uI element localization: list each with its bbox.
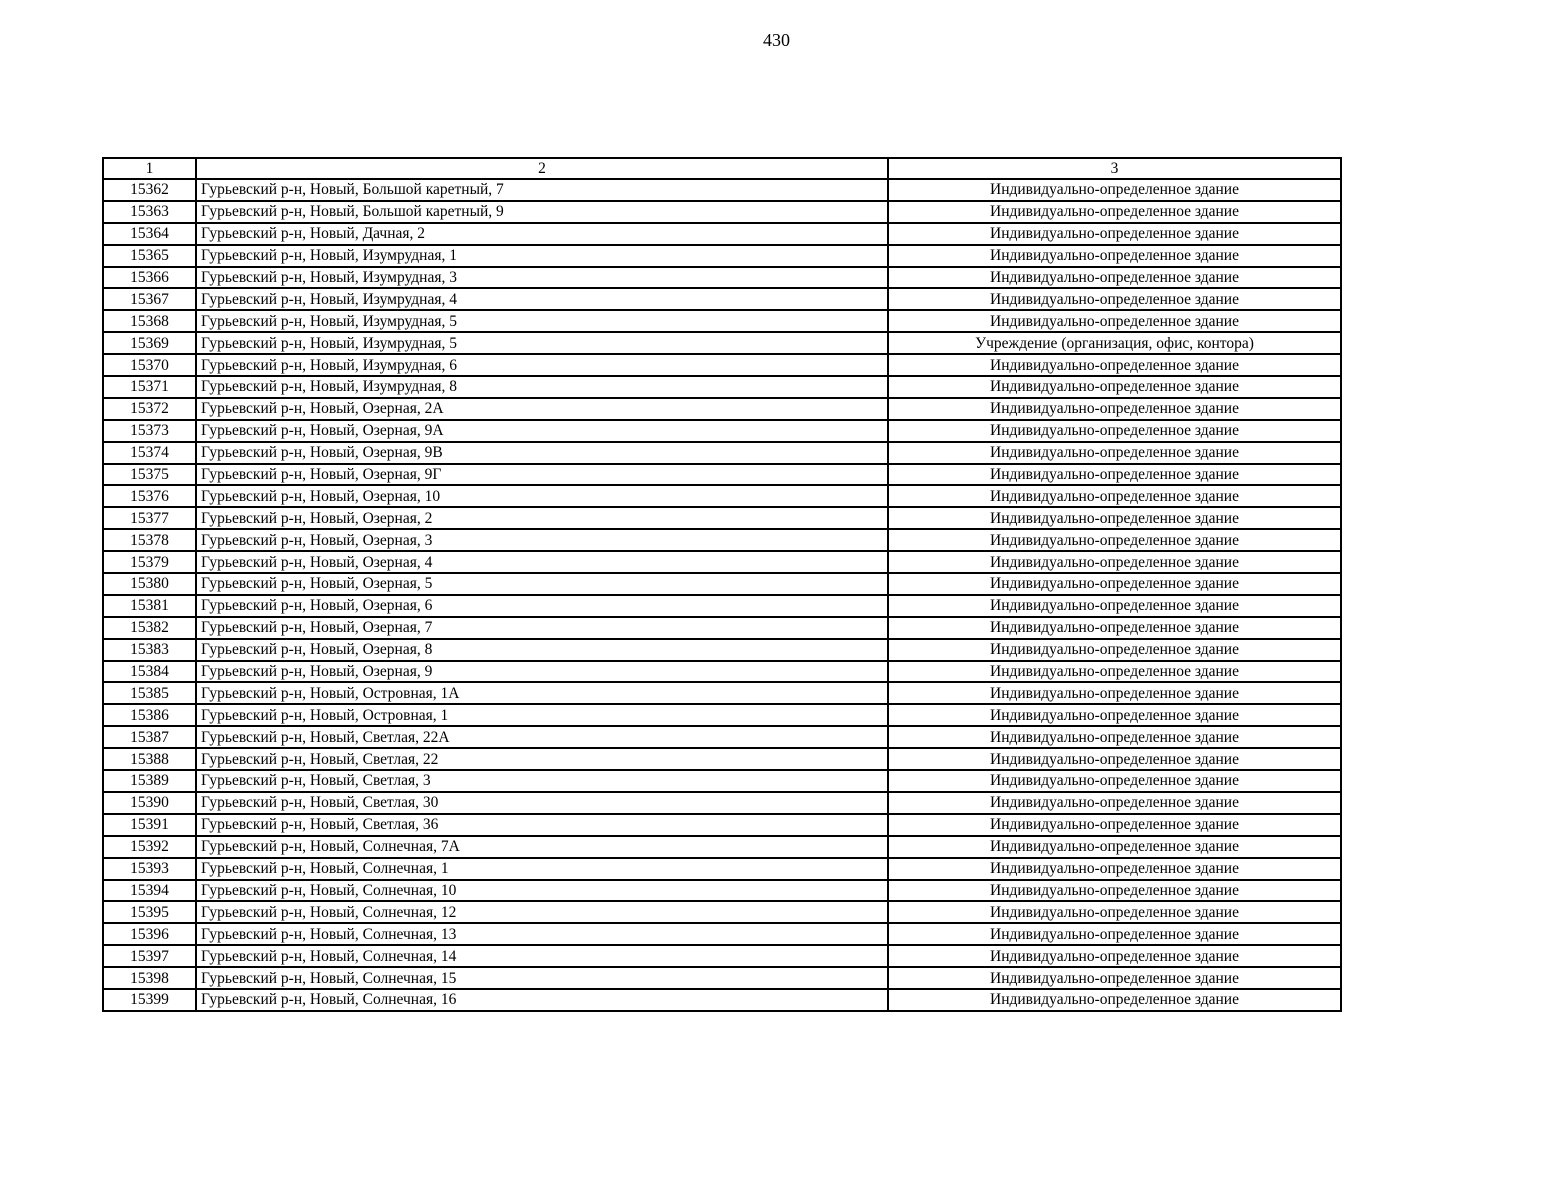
row-number: 15380 <box>103 573 196 595</box>
table-row <box>103 398 1341 420</box>
row-number: 15383 <box>103 639 196 661</box>
table-row <box>103 354 1341 376</box>
row-number: 15371 <box>103 376 196 398</box>
address-cell: Гурьевский р-н, Новый, Светлая, 3 <box>196 770 888 792</box>
table-row <box>103 310 1341 332</box>
table-row <box>103 945 1341 967</box>
object-type-cell: Индивидуально-определенное здание <box>888 573 1341 595</box>
address-cell: Гурьевский р-н, Новый, Солнечная, 14 <box>196 945 888 967</box>
object-type-cell: Индивидуально-определенное здание <box>888 748 1341 770</box>
page-number: 430 <box>763 30 790 50</box>
table-row <box>103 901 1341 923</box>
address-cell: Гурьевский р-н, Новый, Светлая, 30 <box>196 792 888 814</box>
row-number: 15392 <box>103 836 196 858</box>
row-number: 15373 <box>103 420 196 442</box>
row-number: 15381 <box>103 595 196 617</box>
row-number: 15374 <box>103 442 196 464</box>
object-type-cell: Индивидуально-определенное здание <box>888 814 1341 836</box>
table-row <box>103 617 1341 639</box>
object-type-cell: Индивидуально-определенное здание <box>888 179 1341 201</box>
table-row <box>103 464 1341 486</box>
object-type-cell: Индивидуально-определенное здание <box>888 310 1341 332</box>
row-number: 15377 <box>103 507 196 529</box>
address-cell: Гурьевский р-н, Новый, Озерная, 4 <box>196 551 888 573</box>
address-cell: Гурьевский р-н, Новый, Солнечная, 12 <box>196 901 888 923</box>
table-row <box>103 595 1341 617</box>
object-type-cell: Индивидуально-определенное здание <box>888 923 1341 945</box>
table-row <box>103 770 1341 792</box>
object-type-cell: Индивидуально-определенное здание <box>888 398 1341 420</box>
address-cell: Гурьевский р-н, Новый, Озерная, 8 <box>196 639 888 661</box>
object-type-cell: Индивидуально-определенное здание <box>888 595 1341 617</box>
object-type-cell: Индивидуально-определенное здание <box>888 245 1341 267</box>
table-row <box>103 332 1341 354</box>
object-type-cell: Учреждение (организация, офис, контора) <box>888 332 1341 354</box>
address-cell: Гурьевский р-н, Новый, Большой каретный, 7 <box>196 179 888 201</box>
address-cell: Гурьевский р-н, Новый, Озерная, 6 <box>196 595 888 617</box>
row-number: 15394 <box>103 880 196 902</box>
row-number: 15385 <box>103 682 196 704</box>
row-number: 15363 <box>103 201 196 223</box>
table-row <box>103 245 1341 267</box>
address-cell: Гурьевский р-н, Новый, Озерная, 3 <box>196 529 888 551</box>
address-cell: Гурьевский р-н, Новый, Изумрудная, 3 <box>196 267 888 289</box>
address-cell: Гурьевский р-н, Новый, Изумрудная, 6 <box>196 354 888 376</box>
address-cell: Гурьевский р-н, Новый, Солнечная, 7А <box>196 836 888 858</box>
table-row <box>103 551 1341 573</box>
registry-table-body <box>103 158 1341 1011</box>
row-number: 15370 <box>103 354 196 376</box>
address-cell: Гурьевский р-н, Новый, Светлая, 22 <box>196 748 888 770</box>
object-type-cell: Индивидуально-определенное здание <box>888 726 1341 748</box>
row-number: 15364 <box>103 223 196 245</box>
table-row <box>103 967 1341 989</box>
object-type-cell: Индивидуально-определенное здание <box>888 661 1341 683</box>
row-number: 15395 <box>103 901 196 923</box>
row-number: 15387 <box>103 726 196 748</box>
column-header-2: 2 <box>196 158 888 179</box>
table-row <box>103 726 1341 748</box>
address-cell: Гурьевский р-н, Новый, Солнечная, 13 <box>196 923 888 945</box>
object-type-cell: Индивидуально-определенное здание <box>888 989 1341 1011</box>
row-number: 15375 <box>103 464 196 486</box>
address-cell: Гурьевский р-н, Новый, Изумрудная, 1 <box>196 245 888 267</box>
row-number: 15369 <box>103 332 196 354</box>
table-row <box>103 179 1341 201</box>
row-number: 15384 <box>103 661 196 683</box>
object-type-cell: Индивидуально-определенное здание <box>888 880 1341 902</box>
row-number: 15397 <box>103 945 196 967</box>
address-cell: Гурьевский р-н, Новый, Островная, 1А <box>196 682 888 704</box>
address-cell: Гурьевский р-н, Новый, Изумрудная, 5 <box>196 310 888 332</box>
address-cell: Гурьевский р-н, Новый, Озерная, 2А <box>196 398 888 420</box>
address-cell: Гурьевский р-н, Новый, Озерная, 2 <box>196 507 888 529</box>
object-type-cell: Индивидуально-определенное здание <box>888 201 1341 223</box>
address-cell: Гурьевский р-н, Новый, Дачная, 2 <box>196 223 888 245</box>
address-cell: Гурьевский р-н, Новый, Светлая, 36 <box>196 814 888 836</box>
table-row <box>103 201 1341 223</box>
object-type-cell: Индивидуально-определенное здание <box>888 485 1341 507</box>
address-cell: Гурьевский р-н, Новый, Изумрудная, 5 <box>196 332 888 354</box>
address-cell: Гурьевский р-н, Новый, Островная, 1 <box>196 704 888 726</box>
address-cell: Гурьевский р-н, Новый, Солнечная, 15 <box>196 967 888 989</box>
address-cell: Гурьевский р-н, Новый, Солнечная, 1 <box>196 858 888 880</box>
row-number: 15379 <box>103 551 196 573</box>
table-row <box>103 639 1341 661</box>
address-cell: Гурьевский р-н, Новый, Озерная, 7 <box>196 617 888 639</box>
row-number: 15368 <box>103 310 196 332</box>
row-number: 15396 <box>103 923 196 945</box>
row-number: 15366 <box>103 267 196 289</box>
object-type-cell: Индивидуально-определенное здание <box>888 507 1341 529</box>
table-row <box>103 923 1341 945</box>
object-type-cell: Индивидуально-определенное здание <box>888 858 1341 880</box>
table-row <box>103 704 1341 726</box>
row-number: 15376 <box>103 485 196 507</box>
registry-table <box>102 157 1342 1012</box>
object-type-cell: Индивидуально-определенное здание <box>888 354 1341 376</box>
table-row <box>103 223 1341 245</box>
address-cell: Гурьевский р-н, Новый, Озерная, 10 <box>196 485 888 507</box>
object-type-cell: Индивидуально-определенное здание <box>888 967 1341 989</box>
table-row <box>103 529 1341 551</box>
row-number: 15378 <box>103 529 196 551</box>
row-number: 15367 <box>103 288 196 310</box>
object-type-cell: Индивидуально-определенное здание <box>888 639 1341 661</box>
object-type-cell: Индивидуально-определенное здание <box>888 792 1341 814</box>
table-row <box>103 682 1341 704</box>
address-cell: Гурьевский р-н, Новый, Озерная, 5 <box>196 573 888 595</box>
row-number: 15389 <box>103 770 196 792</box>
object-type-cell: Индивидуально-определенное здание <box>888 617 1341 639</box>
address-cell: Гурьевский р-н, Новый, Большой каретный, 9 <box>196 201 888 223</box>
address-cell: Гурьевский р-н, Новый, Озерная, 9 <box>196 661 888 683</box>
row-number: 15365 <box>103 245 196 267</box>
row-number: 15398 <box>103 967 196 989</box>
object-type-cell: Индивидуально-определенное здание <box>888 901 1341 923</box>
table-row <box>103 661 1341 683</box>
table-row <box>103 485 1341 507</box>
address-cell: Гурьевский р-н, Новый, Озерная, 9А <box>196 420 888 442</box>
table-row <box>103 420 1341 442</box>
table-row <box>103 267 1341 289</box>
row-number: 15386 <box>103 704 196 726</box>
object-type-cell: Индивидуально-определенное здание <box>888 464 1341 486</box>
address-cell: Гурьевский р-н, Новый, Солнечная, 10 <box>196 880 888 902</box>
row-number: 15391 <box>103 814 196 836</box>
row-number: 15399 <box>103 989 196 1011</box>
table-row <box>103 989 1341 1011</box>
row-number: 15393 <box>103 858 196 880</box>
row-number: 15382 <box>103 617 196 639</box>
column-header-3: 3 <box>888 158 1341 179</box>
address-cell: Гурьевский р-н, Новый, Солнечная, 16 <box>196 989 888 1011</box>
address-cell: Гурьевский р-н, Новый, Озерная, 9В <box>196 442 888 464</box>
row-number: 15362 <box>103 179 196 201</box>
object-type-cell: Индивидуально-определенное здание <box>888 442 1341 464</box>
table-row <box>103 858 1341 880</box>
object-type-cell: Индивидуально-определенное здание <box>888 682 1341 704</box>
object-type-cell: Индивидуально-определенное здание <box>888 836 1341 858</box>
address-cell: Гурьевский р-н, Новый, Озерная, 9Г <box>196 464 888 486</box>
address-cell: Гурьевский р-н, Новый, Изумрудная, 8 <box>196 376 888 398</box>
object-type-cell: Индивидуально-определенное здание <box>888 288 1341 310</box>
table-row <box>103 288 1341 310</box>
table-row <box>103 792 1341 814</box>
column-header-1: 1 <box>103 158 196 179</box>
object-type-cell: Индивидуально-определенное здание <box>888 770 1341 792</box>
object-type-cell: Индивидуально-определенное здание <box>888 267 1341 289</box>
table-row <box>103 376 1341 398</box>
object-type-cell: Индивидуально-определенное здание <box>888 945 1341 967</box>
address-cell: Гурьевский р-н, Новый, Светлая, 22А <box>196 726 888 748</box>
table-row <box>103 442 1341 464</box>
table-header-row <box>103 158 1341 179</box>
table-row <box>103 748 1341 770</box>
table-row <box>103 573 1341 595</box>
object-type-cell: Индивидуально-определенное здание <box>888 376 1341 398</box>
object-type-cell: Индивидуально-определенное здание <box>888 704 1341 726</box>
table-row <box>103 814 1341 836</box>
table-row <box>103 507 1341 529</box>
address-cell: Гурьевский р-н, Новый, Изумрудная, 4 <box>196 288 888 310</box>
object-type-cell: Индивидуально-определенное здание <box>888 223 1341 245</box>
table-row <box>103 880 1341 902</box>
object-type-cell: Индивидуально-определенное здание <box>888 529 1341 551</box>
table-row <box>103 836 1341 858</box>
row-number: 15388 <box>103 748 196 770</box>
object-type-cell: Индивидуально-определенное здание <box>888 420 1341 442</box>
row-number: 15390 <box>103 792 196 814</box>
row-number: 15372 <box>103 398 196 420</box>
object-type-cell: Индивидуально-определенное здание <box>888 551 1341 573</box>
